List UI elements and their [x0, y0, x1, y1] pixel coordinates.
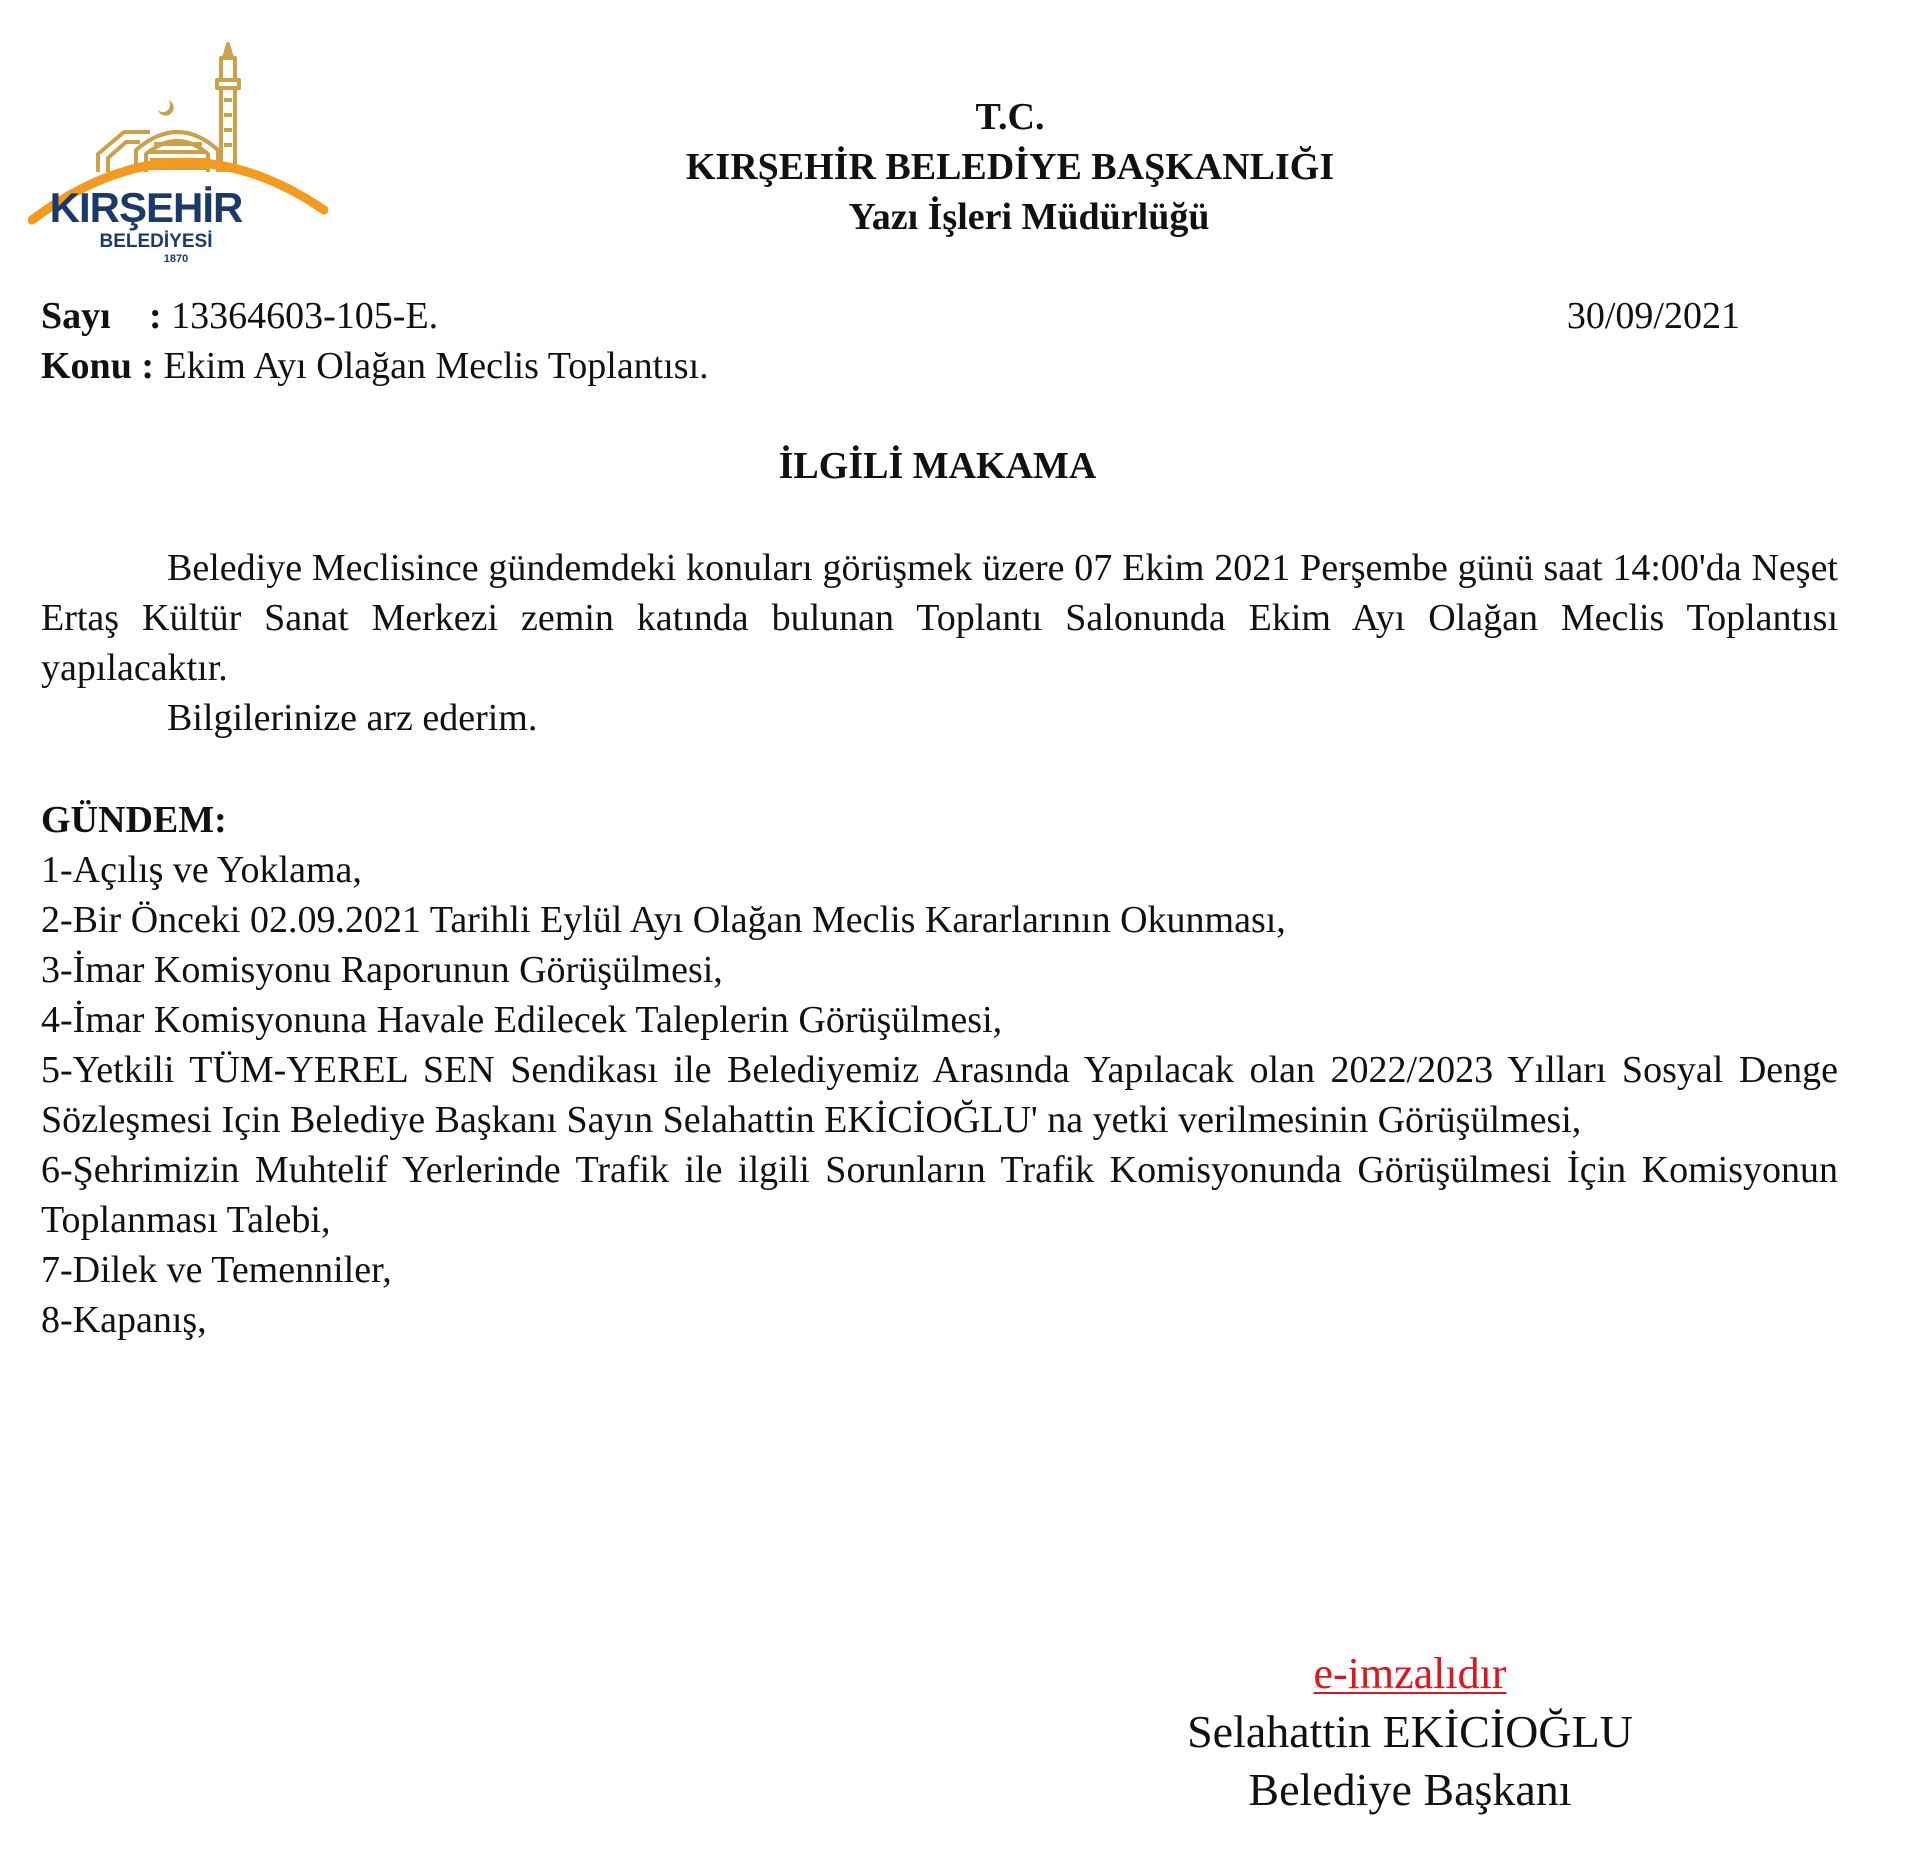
- document-number-line: [41, 292, 438, 340]
- document-subject-value: Ekim Ayı Olağan Meclis Toplantısı.: [163, 345, 709, 387]
- e-signature-status: e-imzalıdır: [1313, 1649, 1507, 1698]
- agenda-item: 4-İmar Komisyonuna Havale Edilecek Taleplerin Görüşülmesi,: [41, 999, 1003, 1041]
- agenda-list: [41, 845, 1838, 1345]
- agenda-item: 6-Şehrimizin Muhtelif Yerlerinde Trafik ile ilgili Sorunların Trafik Komisyonunda Görüşülmesi İçin Komisyonun Toplanması Talebi,: [41, 1149, 1838, 1241]
- agenda-title: GÜNDEM:: [41, 799, 227, 841]
- agenda-item: 2-Bir Önceki 02.09.2021 Tarihli Eylül Ayı Olağan Meclis Kararlarının Okunması,: [41, 899, 1286, 941]
- logo-wordmark: KIRŞEHİR: [49, 184, 243, 231]
- agenda-item: 1-Açılış ve Yoklama,: [41, 849, 362, 891]
- document-header: [640, 92, 1380, 242]
- header-institution: KIRŞEHİR BELEDİYE BAŞKANLIĞI: [685, 146, 1335, 188]
- body-closing: Bilgilerinize arz ederim.: [167, 697, 538, 739]
- document-number-separator: :: [149, 295, 162, 337]
- logo-year: 1870: [163, 253, 189, 265]
- logo-subtitle: BELEDİYESİ: [99, 231, 213, 252]
- header-country: T.C.: [975, 96, 1045, 138]
- kirsehir-municipality-logo: [28, 40, 328, 265]
- addressee: İLGİLİ MAKAMA: [778, 445, 1097, 487]
- header-department: Yazı İşleri Müdürlüğü: [848, 196, 1210, 238]
- agenda-item: 7-Dilek ve Temenniler,: [41, 1249, 392, 1291]
- signatory-name: Selahattin EKİCİOĞLU: [1187, 1706, 1633, 1757]
- agenda-item: 3-İmar Komisyonu Raporunun Görüşülmesi,: [41, 949, 723, 991]
- body-paragraph: Belediye Meclisince gündemdeki konuları görüşmek üzere 07 Ekim 2021 Perşembe günü saat 14:00'da Neşet Ertaş Kültür Sanat Merkezi zemin katında bulunan Toplantı Salonunda Ekim Ayı Olağan Meclis Toplantısı yapılacaktır.: [41, 547, 1838, 689]
- letter-body: [41, 543, 1838, 743]
- document-date: 30/09/2021: [1566, 295, 1740, 337]
- signatory-title: Belediye Başkanı: [1248, 1764, 1572, 1815]
- document-subject-label: Konu :: [41, 345, 154, 387]
- agenda-item: 8-Kapanış,: [41, 1299, 207, 1341]
- agenda-item: 5-Yetkili TÜM-YEREL SEN Sendikası ile Belediyemiz Arasında Yapılacak olan 2022/2023 Yılları Sosyal Denge Sözleşmesi Için Belediye Başkanı Sayın Selahattin EKİCİOĞLU' na yetki verilmesinin Görüşülmesi,: [41, 1049, 1838, 1141]
- signature-block: [1140, 1645, 1680, 1819]
- document-subject-line: [41, 342, 709, 390]
- document-number-value: 13364603-105-E.: [171, 295, 439, 337]
- document-number-label: Sayı: [41, 295, 111, 337]
